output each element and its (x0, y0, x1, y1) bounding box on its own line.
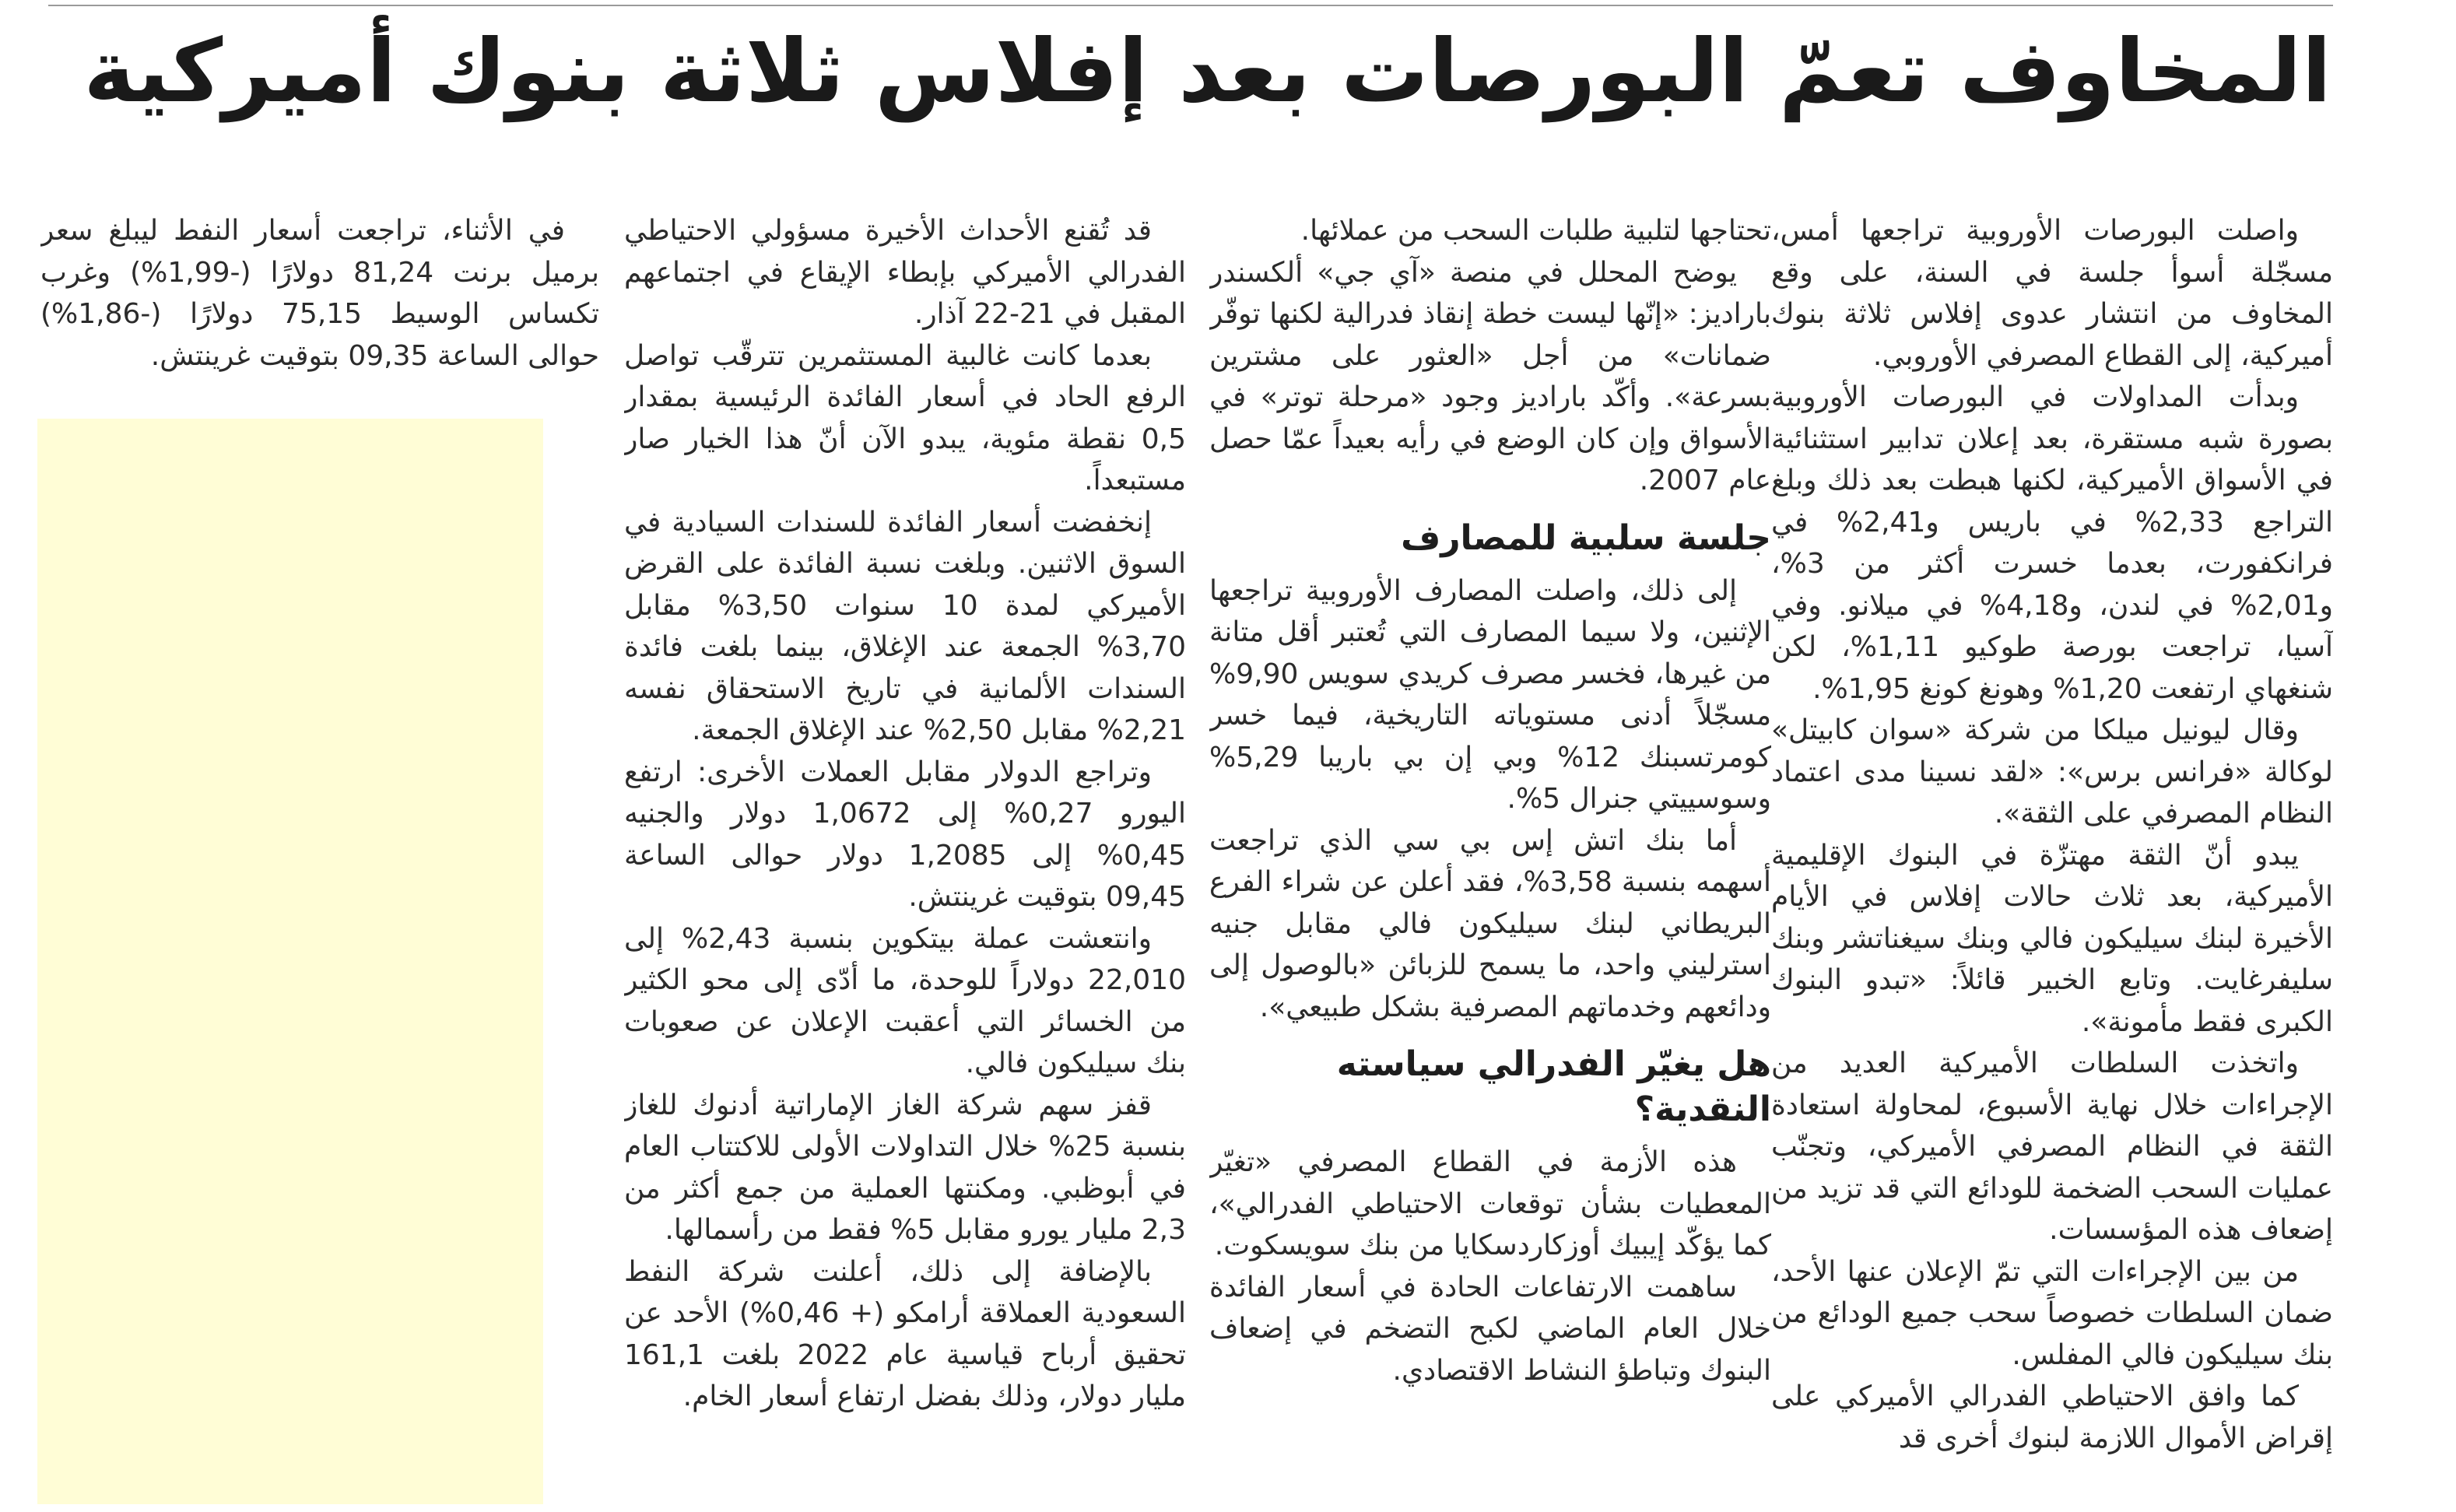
paragraph: إلى ذلك، واصلت المصارف الأوروبية تراجعها الإثنين، ولا سيما المصارف التي تُعتبر أقل متانة من غيرها، فخسر مصرف كريدي سويس 9,90% مسجّلاً أدنى مستوياته التاريخية، فيما خسر كومرتسبنك 12% وبي إن بي باريبا 5,29% وسوسييتي جنرال 5%. (1209, 574, 1771, 815)
subheading-fed-policy: هل يغيّر الفدرالي سياسته النقدية؟ (1336, 1044, 1771, 1129)
paragraph: وقال ليونيل ميلكا من شركة «سوان كابيتل» لوكالة «فرانس برس»: «لقد نسينا مدى اعتماد النظام المصرفي على الثقة». (1771, 714, 2333, 830)
top-rule (48, 5, 2333, 6)
paragraph: وتراجع الدولار مقابل العملات الأخرى: ارتفع اليورو 0,27% إلى 1,0672 دولار والجنيه 0,45% إلى 1,2085 دولار حوالى الساعة 09,45 بتوقيت غرينتش. (624, 756, 1186, 913)
subheading-banks-session: جلسة سلبية للمصارف (1401, 517, 1771, 558)
paragraph: واتخذت السلطات الأميركية العديد من الإجراءات خلال نهاية الأسبوع، لمحاولة استعادة الثقة في النظام المصرفي الأميركي، وتجنّب عمليات السحب الضخمة للودائع التي قد تزيد من إضعاف هذه المؤسسات. (1771, 1047, 2333, 1246)
paragraph: هذه الأزمة في القطاع المصرفي «تغيّر المعطيات بشأن توقعات الاحتياطي الفدرالي»، كما يؤكّد إيبيك أوزكاردسكايا من بنك سويسكوت. (1209, 1146, 1771, 1261)
paragraph: بعدما كانت غالبية المستثمرين تترقّب تواصل الرفع الحاد في أسعار الفائدة الرئيسية بمقدار 0,5 نقطة مئوية، يبدو الآن أنّ هذا الخيار صار مستبعداً. (624, 339, 1186, 496)
paragraph: ساهمت الارتفاعات الحادة في أسعار الفائدة خلال العام الماضي لكبح التضخم في إضعاف البنوك وتباطؤ النشاط الاقتصادي. (1209, 1271, 1771, 1387)
article-column-2 (1209, 210, 1771, 1502)
paragraph: واصلت البورصات الأوروبية تراجعها أمس، مسجّلة أسوأ جلسة في السنة، على وقع المخاوف من انتشار عدوى إفلاس ثلاثة بنوك أميركية، إلى القطاع المصرفي الأوروبي. (1771, 215, 2333, 372)
advertisement-placeholder (37, 419, 543, 1504)
headline: المخاوف تعمّ البورصات بعد إفلاس ثلاثة بنوك أميركية (83, 21, 2331, 122)
paragraph-continued: تحتاجها لتلبية طلبات السحب من عملائها. (1300, 215, 1771, 247)
paragraph: في الأثناء، تراجعت أسعار النفط ليبلغ سعر برميل برنت 81,24 دولارًا (-1,99%) وغرب تكساس الوسيط 75,15 دولارًا (-1,86%) حوالى الساعة 09,35 بتوقيت غرينتش. (40, 215, 599, 372)
paragraph: قد تُقنع الأحداث الأخيرة مسؤولي الاحتياطي الفدرالي الأميركي بإبطاء الإيقاع في اجتماعهم المقبل في 21-22 آذار. (624, 215, 1186, 330)
paragraph: من بين الإجراءات التي تمّ الإعلان عنها الأحد، ضمان السلطات خصوصاً سحب جميع الودائع من بنك سيليكون فالي المفلس. (1771, 1255, 2333, 1371)
paragraph: وانتعشت عملة بيتكوين بنسبة 2,43% إلى 22,010 دولاراً للوحدة، ما أدّى إلى محو الكثير من الخسائر التي أعقبت الإعلان عن صعوبات بنك سيليكون فالي. (624, 922, 1186, 1079)
article-column-4 (40, 210, 599, 397)
paragraph: أما بنك اتش إس بي سي الذي تراجعت أسهمه بنسبة 3,58%، فقد أعلن عن شراء الفرع البريطاني لبنك سيليكون فالي مقابل جنيه استرليني واحد، ما يسمح للزبائن «بالوصول إلى ودائعهم وخدماتهم المصرفية بشكل طبيعي». (1209, 824, 1771, 1023)
paragraph: إنخفضت أسعار الفائدة للسندات السيادية في السوق الاثنين. وبلغت نسبة الفائدة على القرض الأميركي لمدة 10 سنوات 3,50% مقابل 3,70% الجمعة عند الإغلاق، بينما بلغت فائدة السندات الألمانية في تاريخ الاستحقاق نفسه 2,21% مقابل 2,50% عند الإغلاق الجمعة. (624, 506, 1186, 746)
paragraph: بالإضافة إلى ذلك، أعلنت شركة النفط السعودية العملاقة أرامكو (+ 0,46%) الأحد عن تحقيق أرباح قياسية عام 2022 بلغت 161,1 مليار دولار، وذلك بفضل ارتفاع أسعار الخام. (624, 1255, 1186, 1412)
paragraph: يوضح المحلل في منصة «آي جي» ألكسندر باراديز: «إنّها ليست خطة إنقاذ فدرالية لكنها توفّر ضمانات» من أجل «العثور على مشترين بسرعة». وأكّد باراديز وجود «مرحلة توتر» في الأسواق وإن كان الوضع في رأيه بعيداً عمّا حصل عام 2007. (1209, 256, 1771, 496)
article-column-3 (624, 210, 1186, 1502)
paragraph: يبدو أنّ الثقة مهتزّة في البنوك الإقليمية الأميركية، بعد ثلاث حالات إفلاس في الأيام الأخيرة لبنك سيليكون فالي وبنك سيغناتشر وبنك سليفرغايت. وتابع الخبير قائلاً: «تبدو البنوك الكبرى فقط مأمونة». (1771, 839, 2333, 1038)
paragraph: قفز سهم شركة الغاز الإماراتية أدنوك للغاز بنسبة 25% خلال التداولات الأولى للاكتتاب العام في أبوظبي. ومكنتها العملية من جمع أكثر من 2,3 مليار يورو مقابل 5% فقط من رأسمالها. (624, 1089, 1186, 1246)
article-column-1 (1771, 210, 2333, 1502)
paragraph: كما وافق الاحتياطي الفدرالي الأميركي على إقراض الأموال اللازمة لبنوك أخرى قد (1771, 1380, 2333, 1454)
paragraph: وبدأت المداولات في البورصات الأوروبية بصورة شبه مستقرة، بعد إعلان تدابير استثنائية في الأسواق الأميركية، لكنها هبطت بعد ذلك وبلغ التراجع 2,33% في باريس و2,41% في فرانكفورت، بعدما خسرت أكثر من 3%، و2,01% في لندن، و4,18% في ميلانو. وفي آسيا، تراجعت بورصة طوكيو 1,11%، لكن شنغهاي ارتفعت 1,20% وهونغ كونغ 1,95%. (1771, 381, 2333, 705)
